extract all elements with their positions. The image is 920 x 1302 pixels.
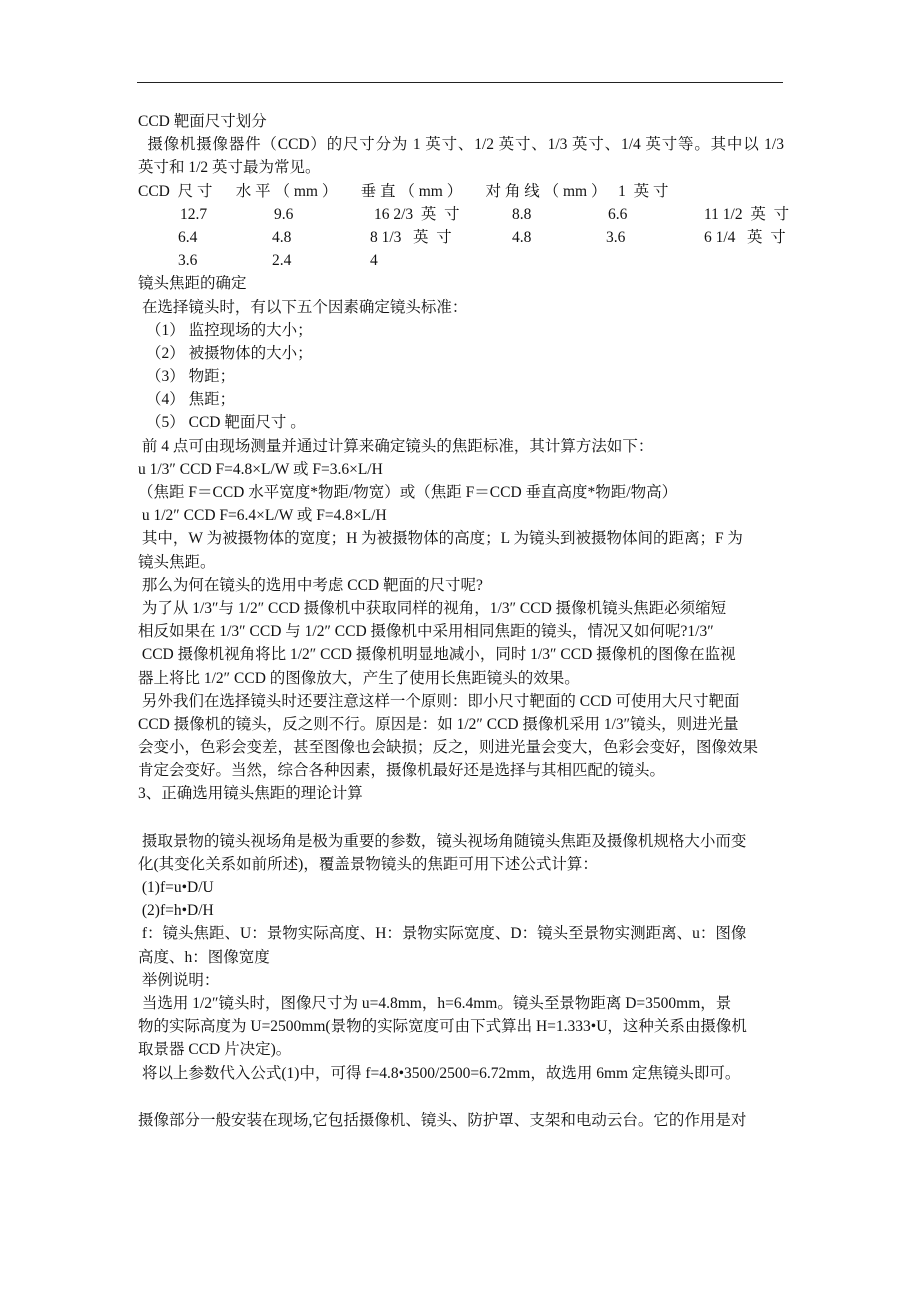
calculation-intro-line: 摄取景物的镜头视场角是极为重要的参数，镜头视场角随镜头焦距及摄像机规格大小而变 [138, 832, 747, 850]
ccd-size-table-row [138, 249, 784, 272]
section-heading-ccd-size: CCD 靶面尺寸划分 [138, 113, 267, 130]
definitions-line-1: 其中，W 为被摄物体的宽度；H 为被摄物体的高度；L 为镜头到被摄物体间的距离；F 为 [138, 530, 743, 548]
variable-legend-line: f：镜头焦距、U：景物实际高度、H：景物实际宽度、D：镜头至景物实测距离、u：图像 [138, 925, 747, 943]
example-result: 将以上参数代入公式(1)中，可得 f=4.8•3500/2500=6.72mm，故选用 6mm 定焦镜头即可。 [138, 1064, 741, 1082]
table-cell: 3.6 [606, 228, 626, 246]
method-intro: 前 4 点可由现场测量并通过计算来确定镜头的焦距标准，其计算方法如下： [138, 437, 654, 455]
table-cell: 2.4 [272, 252, 292, 270]
camera-part-text: 摄像部分一般安装在现场,它包括摄像机、镜头、防护罩、支架和电动云台。它的作用是对 [138, 1111, 747, 1129]
variable-legend-line: 高度、h：图像宽度 [138, 948, 270, 966]
answer-line: 相反如果在 1/3″ CCD 与 1/2″ CCD 摄像机中采用相同焦距的镜头，情况又如何呢?1/3″ [138, 623, 714, 641]
table-cell: 3.6 [178, 252, 198, 270]
example-line: 物的实际高度为 U=2500mm(景物的实际宽度可由下式算出 H=1.333•U，这种关系由摄像机 [138, 1018, 747, 1036]
ccd-size-intro-line-1: 摄像机摄像器件（CCD）的尺寸分为 1 英寸、1/2 英寸、1/3 英寸、1/4 英寸等。其中以 1/3 [138, 136, 784, 154]
table-cell: 6 1/4 英 寸 [704, 228, 786, 246]
example-line: 取景器 CCD 片决定)。 [138, 1041, 292, 1059]
principle-line: 肯定会变好。当然，综合各种因素，摄像机最好还是选择与其相匹配的镜头。 [138, 762, 666, 780]
formula-one-third-inch: u 1/3″ CCD F=4.8×L/W 或 F=3.6×L/H [138, 460, 383, 478]
table-cell: 6.6 [608, 205, 628, 223]
blank-line [138, 1085, 784, 1109]
formula-2: (2)f=h•D/H [138, 902, 214, 920]
table-cell: 8 1/3 英 寸 [370, 228, 452, 246]
table-cell: 4.8 [512, 228, 532, 246]
blank-line [138, 806, 784, 830]
principle-line: 会变小，色彩会变差，甚至图像也会缺损；反之，则进光量会变大，色彩会变好，图像效果 [138, 739, 759, 757]
section-heading-focal-length: 镜头焦距的确定 [138, 275, 247, 293]
table-cell: 6.4 [178, 228, 198, 246]
table-cell: 12.7 [180, 205, 208, 223]
answer-line: CCD 摄像机视角将比 1/2″ CCD 摄像机明显地减小，同时 1/3″ CCD 摄像机的图像在监视 [138, 646, 736, 664]
ccd-size-table-row [138, 203, 790, 226]
section-heading-calculation: 3、正确选用镜头焦距的理论计算 [138, 785, 363, 803]
focal-length-intro: 在选择镜头时，有以下五个因素确定镜头标准： [138, 298, 468, 316]
example-line: 当选用 1/2″镜头时，图像尺寸为 u=4.8mm，h=6.4mm。镜头至景物距离 D=3500mm，景 [138, 994, 732, 1012]
table-cell: 4.8 [272, 228, 292, 246]
ccd-size-table-header: CCD 尺 寸 水 平 （ mm ） 垂 直 （ mm ） 对 角 线 （ mm ） 1 英 寸 [138, 182, 669, 200]
table-cell: 11 1/2 英 寸 [704, 205, 790, 223]
table-cell: 9.6 [274, 205, 294, 223]
header-rule [137, 82, 783, 83]
ccd-size-intro-line-2: 英寸和 1/2 英寸最为常见。 [138, 159, 321, 177]
answer-line: 为了从 1/3″与 1/2″ CCD 摄像机中获取同样的视角，1/3″ CCD 摄像机镜头焦距必须缩短 [138, 599, 727, 617]
question-line: 那么为何在镜头的选用中考虑 CCD 靶面的尺寸呢? [138, 576, 483, 594]
table-cell: 16 2/3 英 寸 [374, 205, 460, 223]
definitions-line-2: 镜头焦距。 [138, 553, 216, 571]
principle-line: CCD 摄像机的镜头，反之则不行。原因是：如 1/2″ CCD 摄像机采用 1/3″镜头，则进光量 [138, 715, 739, 733]
factor-item: （4） 焦距； [146, 391, 236, 409]
table-cell: 4 [370, 252, 378, 270]
calculation-intro-line: 化(其变化关系如前所述)，覆盖景物镜头的焦距可用下述公式计算： [138, 855, 598, 873]
answer-line: 器上将比 1/2″ CCD 的图像放大，产生了使用长焦距镜头的效果。 [138, 669, 580, 687]
ccd-size-table-row [138, 226, 784, 249]
principle-line: 另外我们在选择镜头时还要注意这样一个原则：即小尺寸靶面的 CCD 可使用大尺寸靶面 [138, 692, 740, 710]
table-cell: 8.8 [512, 205, 532, 223]
factor-item: （3） 物距； [146, 368, 236, 386]
document-body [138, 110, 790, 1132]
formula-note: （焦距 F＝CCD 水平宽度*物距/物宽）或（焦距 F＝CCD 垂直高度*物距/物高） [138, 484, 678, 501]
factor-item: （5） CCD 靶面尺寸 。 [146, 414, 306, 432]
formula-half-inch: u 1/2″ CCD F=6.4×L/W 或 F=4.8×L/H [138, 507, 387, 525]
factor-item: （1） 监控现场的大小； [146, 321, 313, 339]
formula-1: (1)f=u•D/U [138, 879, 214, 896]
factor-item: （2） 被摄物体的大小； [146, 344, 313, 362]
example-label: 举例说明： [138, 971, 220, 989]
